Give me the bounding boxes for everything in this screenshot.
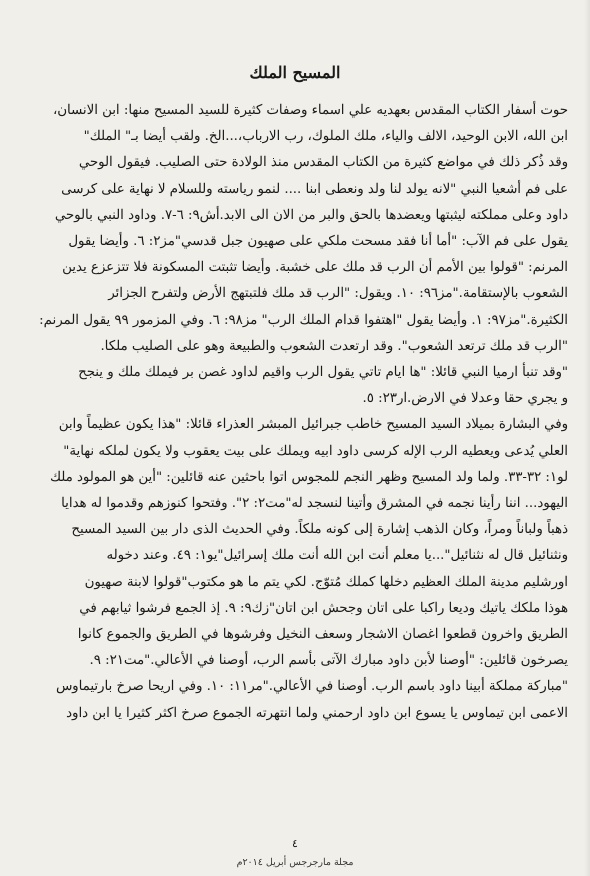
text-line: وقد ذُكر ذلك في مواضع كثيرة من الكتاب المقدس منذ الولادة حتى الصليب. فيقول الوحي [78, 155, 568, 171]
text-line: و يجري حقا وعدلا في الارض.ار٢٣: ٥. [362, 391, 568, 407]
text-line: اورشليم مدينة الملك العظيم دخلها كملك مُتوّج. لكي يتم ما هو مكتوب"قولوا لابنة صهيون [84, 574, 568, 590]
text-line: العلي يُدعى ويعطيه الرب الإله كرسى داود ابيه ويملك على بيت يعقوب ولا يكون لملكه نهاية" [63, 443, 568, 459]
text-line: الكثيرة."مز٩٧: ١. وأيضا يقول "اهتفوا قدام الملك الرب" مز٩٨: ٦. وفي المزمور ٩٩ يقول المرنم: [39, 312, 568, 328]
page-edge-shadow [584, 0, 590, 876]
text-line: هوذا ملكك ياتيك وديعا راكبا على اتان وجحش ابن اتان"زك٩: ٩. إذ الجمع فرشوا ثيابهم في [79, 600, 568, 616]
text-line: الاعمى ابن تيماوس يا يسوع ابن داود ارحمني ولما انتهرته الجموع صرخ اكثر كثيرا يا ابن داود [66, 705, 568, 721]
text-line: ذهباً ولباناً ومراً، وكان الذهب إشارة إلى كونه ملكاً. وفي الحديث الذى دار بين السيد المسيح [71, 522, 568, 538]
paragraph-2 [22, 412, 568, 726]
text-line: ونثنائيل قال له نثنائيل"...يا معلم أنت ابن الله أنت ملك إسرائيل"يو١: ٤٩. وعند دخوله [106, 548, 568, 564]
text-line: حوت أسفار الكتاب المقدس بعهديه علي اسماء وصفات كثيرة للسيد المسيح منها: ابن الانسان، [52, 103, 568, 118]
text-line: "وقد تنبأ ارميا النبي قائلا: "ها ايام تاتي يقول الرب واقيم لداود غصن بر فيملك ملك و ينجح [78, 365, 568, 381]
article-body [22, 98, 568, 727]
text-line: المرنم: "قولوا بين الأمم أن الرب قد ملك على خشبة. وأيضا تثبتت المسكونة فلا تتزعزع يدين [62, 260, 568, 276]
text-line: وفي البشارة بميلاد السيد المسيح خاطب جبرائيل المبشر العذراء قائلا: "هذا يكون عظيماً وابن [58, 417, 568, 433]
footer-text: مجلة مارجرجس أبريل ٢٠١٤م [236, 857, 354, 868]
text-line: الشعوب بالإستقامة."مز٩٦: ١٠. ويقول: "الرب قد ملك فلتبتهج الأرض ولتفرح الجزائر [108, 286, 568, 302]
text-line: "الرب قد ملك ترتعد الشعوب". وقد ارتعدت الشعوب والطبيعة وهو على الصليب ملكا. [100, 338, 568, 354]
page-number: ٤ [292, 837, 298, 850]
text-line: يقول على فم الآب: "أما أنا فقد مسحت ملكي على صهيون جبل قدسي"مز٢: ٦. وأيضا يقول [68, 234, 568, 250]
text-line: "مباركة مملكة أبينا داود باسم الرب. أوصنا في الأعالي."مر١١: ١٠. وفي اريحا صرخ بارتيماوس [55, 679, 568, 695]
text-line: لو١: ٣٢-٣٣. ولما ولد المسيح وظهر النجم للمجوس اتوا باحثين عنه قائلين: "أين هو المولود ملك [50, 469, 568, 485]
text-line: داود وعلى مملكته ليثبتها ويعضدها بالحق والبر من الان الى الابد.أش٩: ٦-٧. وداود النبي بالوحي [54, 207, 568, 223]
text-line: يصرخون قائلين: "أوصنا لأبن داود مبارك الآتى بأسم الرب، أوصنا في الأعالي."مت٢١: ٩. [89, 653, 568, 669]
text-line: الطريق واخرون قطعوا اغصان الاشجار وسعف النخيل وفرشوها في الطريق والجموع كانوا [77, 627, 568, 643]
text-line: اليهود... اننا رأينا نجمه في المشرق وأتينا لنسجد له"مت٢: ٢". وفتحوا كنوزهم وقدموا له هدايا [61, 496, 568, 512]
paragraph-1 [22, 98, 568, 412]
text-line: على فم أشعيا النبي "لانه يولد لنا ولد ونعطى ابنا .... لنمو رياسته وللسلام لا نهاية على كرسى [61, 181, 568, 197]
text-line: ابن الله، الابن الوحيد، الالف والياء، ملك الملوك، رب الارباب،...الخ. ولقب أيضا بـ" الملك" [83, 129, 568, 145]
page-title: المسيح الملك [249, 63, 341, 82]
